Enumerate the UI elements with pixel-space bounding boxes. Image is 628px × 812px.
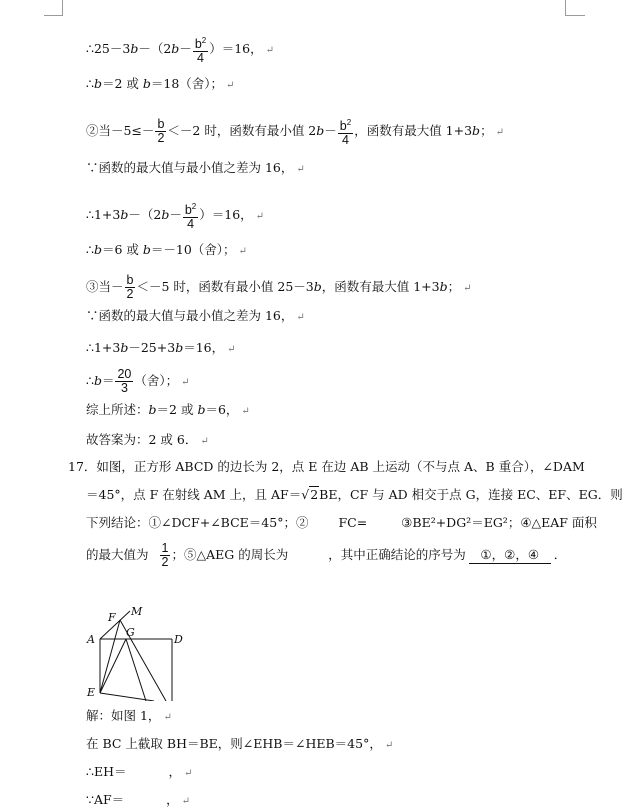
fraction: $\frac{b^2}{4}$ bbox=[339, 118, 352, 148]
variable-b: b bbox=[472, 123, 481, 139]
problem-text-2a: ＝45°，点 F 在射线 AM 上，且 AF＝ bbox=[86, 487, 302, 502]
solution-step-4 bbox=[86, 160, 305, 178]
text-run: ∵函数的最大值与最小值之差为 16， bbox=[86, 160, 294, 175]
variable-b: b bbox=[175, 340, 184, 355]
text-run: ＝6 或 bbox=[101, 242, 143, 257]
problem-text-4b: ；⑤△AEG 的周长为 bbox=[171, 547, 289, 562]
problem-line-1 bbox=[68, 459, 585, 475]
solution-line-4: ∵AF＝ ， ↵ bbox=[86, 792, 191, 807]
text-run: ＝－10（舍）； bbox=[150, 242, 236, 257]
variable-b: b bbox=[197, 402, 206, 417]
variable-b: b bbox=[93, 242, 102, 257]
fraction: $\frac{b^2}{4}$ bbox=[194, 36, 207, 66]
text-run: －25+3 bbox=[128, 340, 176, 355]
problem-text-4a: 的最大值为 bbox=[86, 547, 149, 562]
crop-mark-right-v bbox=[565, 0, 566, 16]
sqrt-symbol: √ bbox=[301, 487, 310, 502]
label-E: E bbox=[87, 686, 96, 699]
problem-text-3b: FC= bbox=[338, 515, 368, 530]
solution-text-4: ∵AF＝ bbox=[86, 792, 125, 807]
return-mark: ↵ bbox=[296, 164, 305, 175]
sqrt-value: 2 bbox=[310, 487, 319, 502]
text-run: 故答案为：2 或 6． bbox=[86, 432, 198, 447]
text-run: 综上所述： bbox=[86, 402, 149, 417]
segment-EF bbox=[100, 620, 120, 693]
problem-text-4c: ，其中正确结论的序号为 bbox=[328, 547, 466, 562]
return-mark: ↵ bbox=[255, 211, 265, 223]
variable-b: b bbox=[93, 373, 102, 388]
solution-step-1 bbox=[86, 34, 274, 65]
variable-b: b bbox=[316, 123, 325, 139]
variable-b: b bbox=[120, 340, 129, 355]
text-run: ∴ bbox=[86, 373, 94, 388]
text-run: （舍）； bbox=[134, 373, 179, 388]
return-mark: ↵ bbox=[181, 377, 190, 388]
solution-step-5 bbox=[86, 200, 264, 231]
problem-line-3 bbox=[86, 515, 597, 531]
solution-step-6 bbox=[86, 242, 247, 260]
return-mark: ↵ bbox=[227, 344, 236, 355]
variable-b: b bbox=[171, 41, 180, 57]
solution-step-3 bbox=[86, 116, 504, 147]
return-mark: ↵ bbox=[463, 283, 472, 294]
solution-line-3: ∴EH＝ ， ↵ bbox=[86, 764, 193, 779]
text-run: ； bbox=[447, 279, 461, 294]
text-run: ∴1+3 bbox=[86, 207, 121, 223]
variable-b: b bbox=[120, 207, 129, 223]
solution-step-2 bbox=[86, 76, 234, 94]
problem-line-4 bbox=[86, 542, 566, 569]
return-mark: ↵ bbox=[265, 45, 275, 57]
text-run: ＜－5 时，函数有最小值 25－3 bbox=[136, 279, 314, 294]
crop-mark-right-h bbox=[565, 15, 585, 16]
text-run: ）＝16， bbox=[209, 41, 263, 57]
return-mark: ↵ bbox=[384, 740, 394, 751]
text-run: ③当－ bbox=[86, 279, 124, 294]
solution-step-7 bbox=[86, 274, 472, 301]
return-mark: ↵ bbox=[184, 768, 193, 779]
problem-text-4d: ． bbox=[553, 547, 567, 562]
return-mark: ↵ bbox=[226, 80, 235, 91]
fraction: $\frac{20}{3}$ bbox=[117, 367, 132, 395]
text-run: ＜－2 时，函数有最小值 2 bbox=[167, 123, 317, 139]
fraction: $\frac{b^2}{4}$ bbox=[184, 202, 197, 232]
variable-b: b bbox=[142, 76, 151, 91]
variable-b: b bbox=[161, 207, 170, 223]
text-run: ∴ bbox=[86, 242, 94, 257]
text-run: － bbox=[169, 207, 182, 223]
variable-b: b bbox=[93, 76, 102, 91]
text-run: －（2 bbox=[138, 41, 172, 57]
return-mark: ↵ bbox=[495, 127, 504, 139]
solution-step-11 bbox=[86, 402, 250, 420]
text-run: ∴ bbox=[86, 76, 94, 91]
text-run: ②当－5≤－ bbox=[86, 123, 155, 139]
fraction-half: $\frac{1}{2}$ bbox=[161, 541, 169, 569]
text-run: ）＝16， bbox=[199, 207, 253, 223]
return-mark: ↵ bbox=[296, 312, 305, 323]
return-mark: ↵ bbox=[181, 796, 191, 807]
label-A: A bbox=[87, 633, 95, 646]
text-run: ＝2 或 bbox=[156, 402, 198, 417]
text-run: ＝6， bbox=[205, 402, 239, 417]
crop-mark-left-h bbox=[44, 15, 63, 16]
fraction: $\frac{b}{2}$ bbox=[157, 117, 165, 146]
solution-step-12 bbox=[86, 432, 209, 450]
return-mark: ↵ bbox=[238, 246, 247, 257]
text-run: ＝ bbox=[101, 373, 115, 388]
answer-blank: ①，②，④ bbox=[469, 547, 551, 564]
label-D: D bbox=[174, 633, 183, 646]
return-mark: ↵ bbox=[163, 712, 172, 723]
problem-text-2b: BE，CF 与 AD 相交于点 G，连接 EC、EF、EG．则 bbox=[319, 487, 623, 502]
label-F: F bbox=[108, 611, 116, 624]
text-run: －（2 bbox=[128, 207, 162, 223]
text-run: ∴1+3 bbox=[86, 340, 121, 355]
variable-b: b bbox=[142, 242, 151, 257]
problem-text-3c: ③BE²+DG²＝EG²；④△EAF 面积 bbox=[401, 515, 597, 530]
solution-step-10 bbox=[86, 368, 190, 395]
text-run: － bbox=[324, 123, 337, 139]
problem-number: 17． bbox=[68, 459, 97, 474]
return-mark: ↵ bbox=[241, 406, 250, 417]
text-run: ，函数有最大值 1+3 bbox=[321, 279, 440, 294]
solution-line-1 bbox=[86, 708, 172, 726]
variable-b: b bbox=[439, 279, 448, 294]
text-run: ∴25－3 bbox=[86, 41, 131, 57]
text-run: ＝2 或 bbox=[101, 76, 143, 91]
text-run: ＝16， bbox=[183, 340, 225, 355]
solution-step-9 bbox=[86, 340, 236, 358]
solution-text-2: 在 BC 上截取 BH＝BE，则∠EHB＝∠HEB＝45°， bbox=[86, 736, 382, 751]
problem-text-3a: 下列结论：①∠DCF+∠BCE＝45°；② bbox=[86, 515, 309, 530]
text-run: ； bbox=[480, 123, 493, 139]
problem-text-1: 如图，正方形 ABCD 的边长为 2，点 E 在边 AB 上运动（不与点 A、B 重合），∠DAM bbox=[96, 459, 585, 474]
variable-b: b bbox=[148, 402, 157, 417]
variable-b: b bbox=[313, 279, 322, 294]
geometry-figure bbox=[80, 605, 190, 701]
text-run: ＝18（舍）； bbox=[150, 76, 224, 91]
crop-mark-left-v bbox=[62, 0, 63, 16]
fraction: $\frac{b}{2}$ bbox=[126, 273, 134, 301]
label-G: G bbox=[126, 626, 135, 639]
variable-b: b bbox=[130, 41, 139, 57]
solution-step-8 bbox=[86, 308, 305, 326]
solution-line-2 bbox=[86, 736, 393, 754]
return-mark: ↵ bbox=[200, 436, 209, 447]
solution-text-1: 解：如图 1， bbox=[86, 708, 161, 723]
text-run: ，函数有最大值 1+3 bbox=[354, 123, 473, 139]
text-run: ∵函数的最大值与最小值之差为 16， bbox=[86, 308, 294, 323]
label-M: M bbox=[131, 605, 143, 618]
solution-text-3: ∴EH＝ bbox=[86, 764, 127, 779]
problem-line-2 bbox=[86, 487, 623, 503]
text-run: － bbox=[179, 41, 192, 57]
